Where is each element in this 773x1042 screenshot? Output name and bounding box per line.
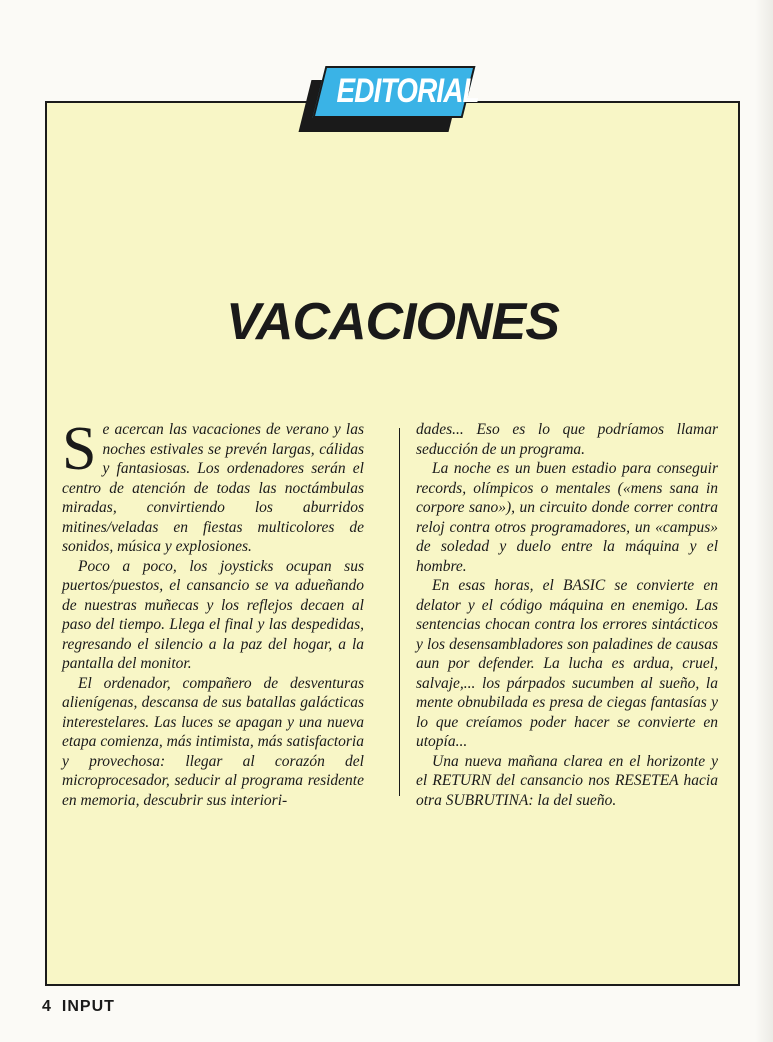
right-paragraph-2: En esas horas, el BASIC se convierte en delator y el código máquina en enemigo. Las sentencias chocan contra los errores sintácticos y los desensambladores son paladines de causas aun por defender. La lucha es ardua, cruel, salvaje,... los párpados sucumben al sueño, la mente obnubilada es presa de ciegas fantasías y lo que creíamos poder hacer se convierte en utopía... <box>416 577 718 750</box>
page-number: 4 <box>42 998 52 1015</box>
page-edge-shadow <box>755 0 773 1042</box>
column-divider <box>399 428 400 796</box>
left-paragraph-1 <box>62 415 364 557</box>
page-footer <box>42 998 125 1016</box>
section-tag-label: EDITORIAL <box>336 72 479 110</box>
right-paragraph-continued: dades... Eso es lo que podríamos llamar seducción de un programa. <box>416 421 718 458</box>
left-paragraph-2: Poco a poco, los joysticks ocupan sus puertos/puestos, el cansancio se va adueñando de nuestras muñecas y los reflejos decaen al paso del tiempo. Llega el final y las despedidas, regresando el silencio a la paz del hogar, a la pantalla del monitor. <box>62 557 364 672</box>
right-paragraph-1: La noche es un buen estadio para conseguir records, olímpicos o mentales («mens sana in corpore sano»), un circuito donde correr contra reloj contra otros programadores, un «campus» de soledad y duelo entre la máquina y el hombre. <box>416 460 718 575</box>
drop-cap: S <box>62 415 97 483</box>
left-paragraph-1-text: e acercan las vacaciones de verano y las noches estivales se prevén largas, cálidas y fantasiosas. Los ordenadores serán el centro de atención de todas las noctámbulas miradas, convirtiendo los aburridos mitines/veladas en fiestas multicolores de sonidos, música y explosiones. <box>62 421 364 555</box>
section-tag <box>305 66 479 132</box>
left-paragraph-3: El ordenador, compañero de desventuras alienígenas, descansa de sus batallas galácticas interestelares. Las luces se apagan y una nueva etapa comienza, más intimista, más satisfactoria y provechosa: llegar al corazón del microprocesador, seducir al programa residente en memoria, descubrir sus interiori- <box>62 674 364 809</box>
article-headline: VACACIONES <box>226 293 559 351</box>
left-column <box>62 415 364 810</box>
magazine-name: INPUT <box>61 998 115 1015</box>
right-column <box>416 420 718 810</box>
right-paragraph-3: Una nueva mañana clarea en el horizonte y el RETURN del cansancio nos RESETEA hacia otra SUBRUTINA: la del sueño. <box>416 752 718 809</box>
